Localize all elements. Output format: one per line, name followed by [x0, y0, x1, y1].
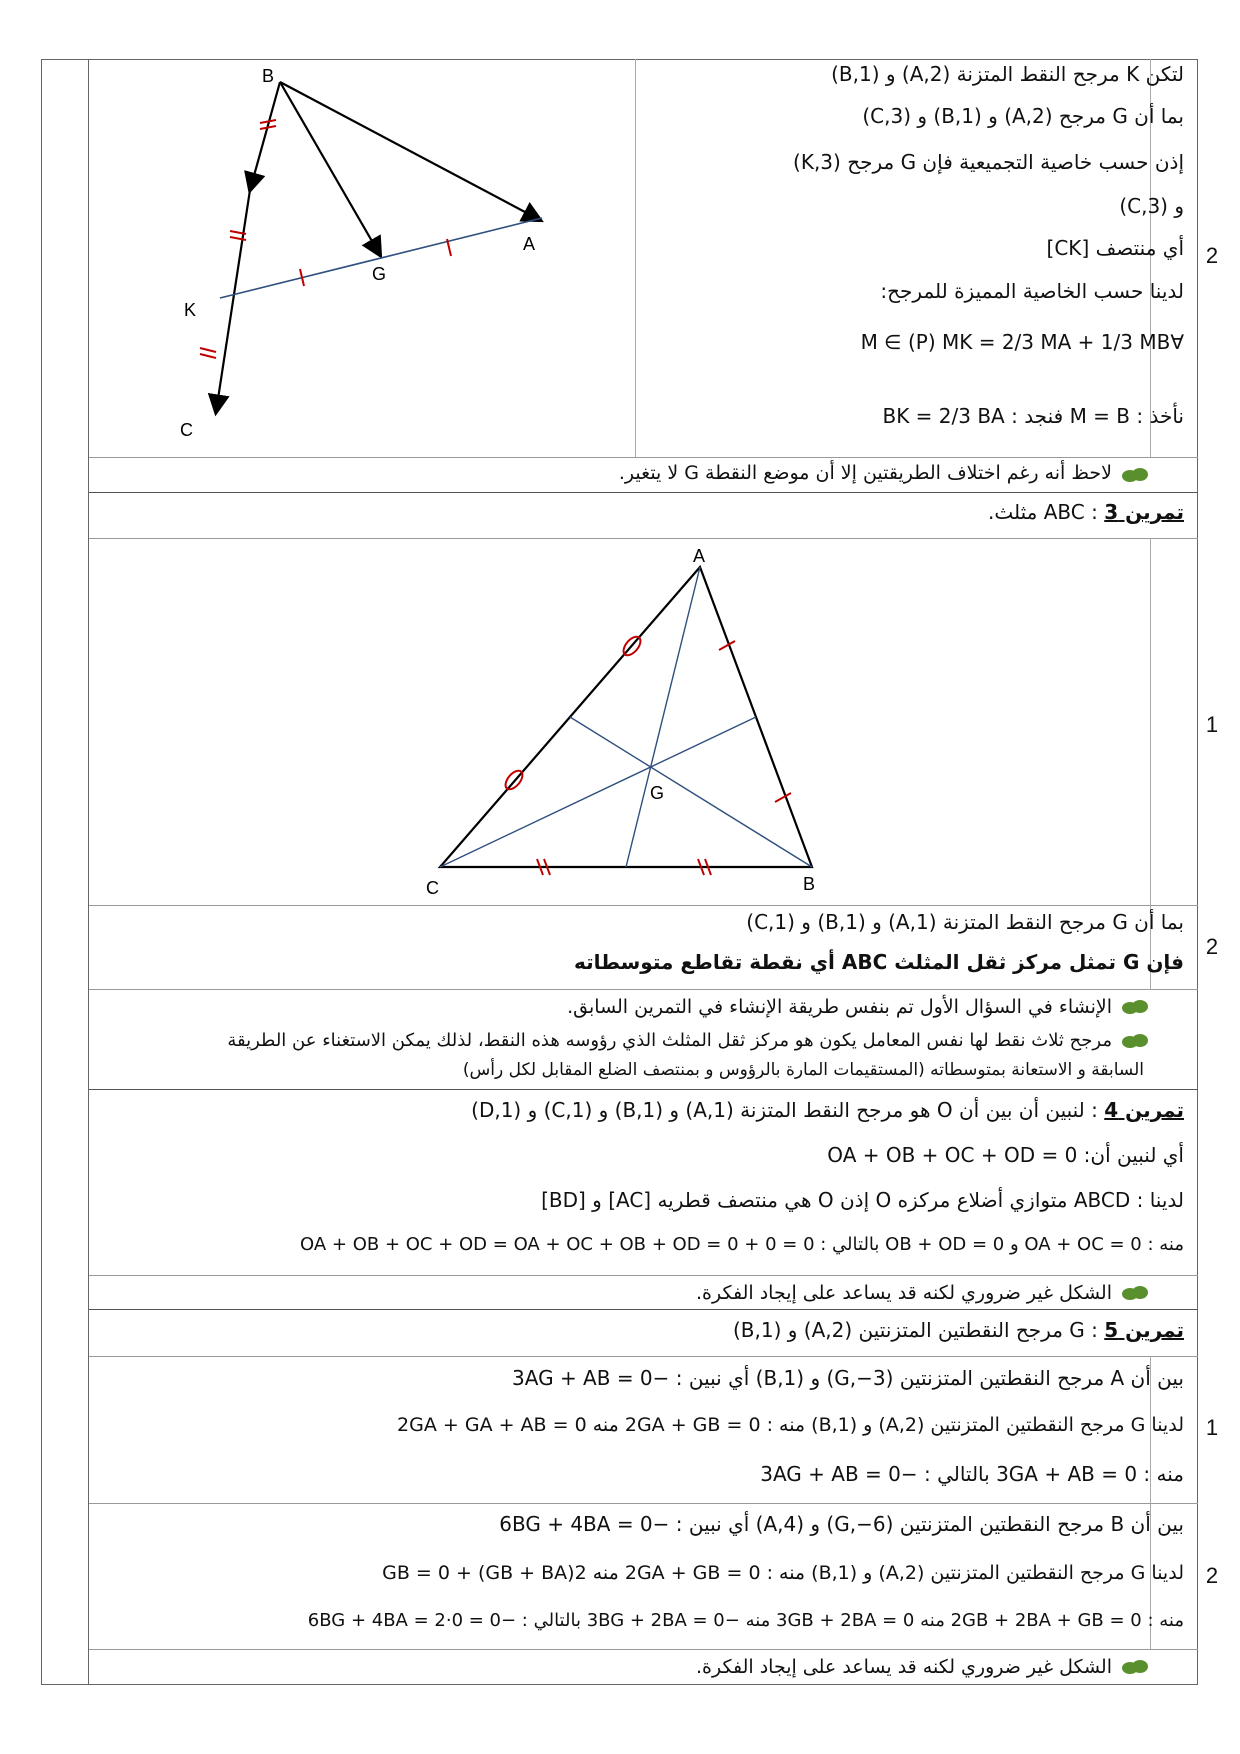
- question-number: 2: [1205, 243, 1219, 268]
- ex3-title: تمرين 3: [1104, 500, 1184, 524]
- ex4-header: [471, 1098, 1184, 1122]
- ex3-note: مرجح ثلاث نقط لها نفس المعامل يكون هو مركز ثقل المثلث الذي رؤوسه هذه النقط، لذلك يمكن الاستغناء عن الطريقة: [227, 1030, 1112, 1051]
- vector-bk: [250, 82, 280, 190]
- divider: [635, 59, 636, 457]
- speech-bubble-icon: [1122, 1034, 1148, 1050]
- divider: [89, 1356, 1198, 1357]
- ex2-line: نأخذ : M = B فنجد : BK = 2/3 BA: [882, 404, 1184, 428]
- label-c: C: [426, 878, 439, 898]
- question-number: 2: [1205, 934, 1219, 959]
- ex3-header: [988, 500, 1184, 524]
- ex2-formula: ∀M ∈ (P) MK = 2/3 MA + 1/3 MB: [860, 330, 1184, 354]
- ex3-figure: [410, 540, 840, 900]
- label-c: C: [180, 420, 193, 440]
- ex3-line: بما أن G مرجح النقط المتزنة (A,1) و (B,1) و (C,1): [746, 910, 1184, 934]
- label-b: B: [262, 66, 275, 86]
- ex2-line: أي منتصف [CK]: [1046, 236, 1184, 260]
- divider: [89, 989, 1198, 990]
- tick-marks: [502, 634, 791, 875]
- divider: [89, 457, 1198, 458]
- label-b: B: [803, 874, 816, 894]
- speech-bubble-icon: [1122, 468, 1148, 484]
- divider: [89, 1089, 1198, 1090]
- ex2-line: لتكن K مرجح النقط المتزنة (A,2) و (B,1): [831, 62, 1184, 86]
- ex3-line: فإن G تمثل مركز ثقل المثلث ABC أي نقطة تقاطع متوسطاته: [573, 950, 1184, 974]
- triangle-abc: [440, 567, 812, 867]
- question-number: 2: [1205, 1563, 1219, 1588]
- ex5-line: بين أن A مرجح النقطتين المتزنتين (G,−3) و (B,1) أي نبين : −3AG + AB = 0: [512, 1366, 1184, 1390]
- ex5-line: لدينا G مرجح النقطتين المتزنتين (A,2) و (B,1) منه : 2GA + GB = 0 منه 2GA + GA + AB = 0: [397, 1414, 1184, 1436]
- ex4-note: الشكل غير ضروري لكنه قد يساعد على إيجاد الفكرة.: [696, 1282, 1112, 1304]
- speech-bubble-icon: [1122, 1286, 1148, 1302]
- ex3-note: الإنشاء في السؤال الأول تم بنفس طريقة الإنشاء في التمرين السابق.: [567, 996, 1112, 1018]
- ex5-line: منه : 3GA + AB = 0 بالتالي : −3AG + AB = 0: [760, 1462, 1184, 1486]
- divider: [89, 1649, 1198, 1650]
- divider: [89, 1309, 1198, 1310]
- label-a: A: [523, 234, 536, 254]
- divider: [89, 492, 1198, 493]
- ex4-line: : لنبين أن بين أن O هو مرجح النقط المتزنة (A,1) و (B,1) و (C,1) و (D,1): [471, 1098, 1098, 1122]
- ex5-line: بين أن B مرجح النقطتين المتزنتين (G,−6) و (A,4) أي نبين : −6BG + 4BA = 0: [499, 1512, 1184, 1536]
- ex2-line: و (C,3): [1119, 194, 1184, 218]
- speech-bubble-icon: [1122, 1660, 1148, 1676]
- label-g: G: [372, 264, 387, 284]
- divider: [89, 905, 1198, 906]
- ex5-title: تمرين 5: [1104, 1318, 1184, 1342]
- speech-bubble-icon: [1122, 1000, 1148, 1016]
- segment-ka: [220, 218, 542, 298]
- label-a: A: [693, 546, 706, 566]
- question-number: 1: [1205, 712, 1219, 737]
- segment-bc: [216, 190, 250, 412]
- ex5-note: الشكل غير ضروري لكنه قد يساعد على إيجاد الفكرة.: [696, 1656, 1112, 1678]
- ex5-line: لدينا G مرجح النقطتين المتزنتين (A,2) و (B,1) منه : 2GA + GB = 0 منه 2(GB + BA) + GB = 0: [382, 1562, 1184, 1584]
- ex4-line: أي لنبين أن: OA + OB + OC + OD = 0: [827, 1143, 1184, 1167]
- ex2-line: لدينا حسب الخاصية المميزة للمرجح:: [880, 279, 1184, 303]
- ex2-line: بما أن G مرجح (A,2) و (B,1) و (C,3): [862, 104, 1184, 128]
- label-g: G: [650, 783, 665, 803]
- left-margin-column: [41, 59, 89, 1685]
- ex4-line: لدينا : ABCD متوازي أضلاع مركزه O إذن O هي منتصف قطريه [AC] و [BD]: [541, 1188, 1184, 1212]
- tick-marks: [200, 120, 451, 358]
- ex3-statement: : ABC مثلث.: [988, 500, 1098, 524]
- label-k: K: [184, 300, 197, 320]
- ex5-line: منه : 2GB + 2BA + GB = 0 منه 3GB + 2BA = 0 منه −3BG + 2BA = 0 بالتالي : −6BG + 4BA = 2·0 = 0: [307, 1610, 1184, 1631]
- ex5-statement: : G مرجح النقطتين المتزنتين (A,2) و (B,1): [732, 1318, 1098, 1342]
- divider: [89, 1503, 1198, 1504]
- ex2-line: إذن حسب خاصية التجميعية فإن G مرجح (K,3): [793, 150, 1184, 174]
- divider: [1150, 1356, 1151, 1649]
- question-number: 1: [1205, 1415, 1219, 1440]
- ex4-title: تمرين 4: [1104, 1098, 1184, 1122]
- ex5-header: [733, 1318, 1184, 1342]
- ex4-line: منه : OA + OC = 0 و OB + OD = 0 بالتالي : OA + OB + OC + OD = OA + OC + OB + OD = 0 + 0 = 0: [300, 1234, 1184, 1255]
- ex2-note: لاحظ أنه رغم اختلاف الطريقتين إلا أن موضع النقطة G لا يتغير.: [618, 462, 1112, 484]
- ex3-note: السابقة و الاستعانة بمتوسطاته (المستقيمات المارة بالرؤوس و بمنتصف الضلع المقابل لكل رأس): [462, 1060, 1144, 1080]
- ex2-figure: [150, 60, 570, 450]
- divider: [89, 538, 1198, 539]
- divider: [89, 1275, 1198, 1276]
